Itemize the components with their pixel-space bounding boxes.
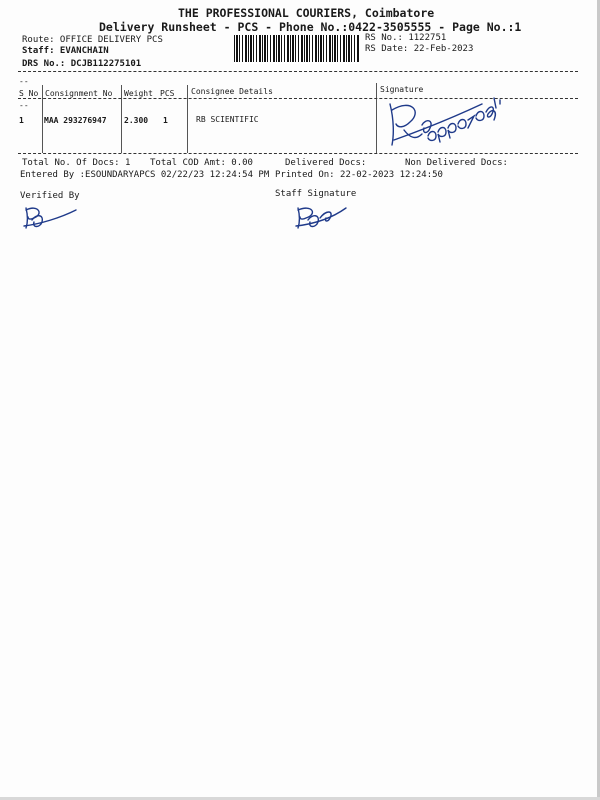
runsheet-title: Delivery Runsheet - PCS - Phone No.:0422-3505555 - Page No.:1: [99, 20, 522, 34]
col-consignee: Consignee Details: [191, 87, 273, 96]
col-sno: S No: [19, 89, 39, 98]
row-consignee: RB SCIENTIFIC: [196, 115, 259, 124]
divider-bottom: [18, 153, 578, 154]
row-sno: 1: [19, 116, 24, 125]
row-consignment: MAA 293276947: [44, 116, 107, 125]
staff-text: Staff: EVANCHAIN: [22, 46, 109, 56]
barcode-image: [234, 35, 360, 64]
drs-number: DRS No.: DCJB112275101: [22, 59, 142, 69]
company-title: THE PROFESSIONAL COURIERS, Coimbatore: [178, 6, 435, 20]
divider-top: [18, 71, 578, 72]
col-weight: Weight: [124, 89, 153, 98]
col-sep-4: [376, 83, 377, 153]
row-pcs: 1: [163, 116, 168, 125]
verifier-signature: [20, 202, 80, 232]
row-weight: 2.300: [124, 116, 149, 125]
non-delivered-docs: Non Delivered Docs:: [405, 158, 508, 168]
printed-on: Printed On: 22-02-2023 12:24:50: [275, 170, 443, 180]
rs-date: RS Date: 22-Feb-2023: [365, 44, 474, 54]
rs-number: RS No.: 1122751: [365, 33, 447, 43]
delivered-docs: Delivered Docs:: [285, 158, 367, 168]
staff-signature: [290, 200, 350, 232]
col-sep-2: [121, 85, 122, 153]
col-pcs: PCS: [160, 89, 175, 98]
verified-by-label: Verified By: [20, 191, 80, 201]
marker-dash: --: [19, 77, 29, 86]
route-text: Route: OFFICE DELIVERY PCS: [22, 35, 163, 45]
total-docs: Total No. Of Docs: 1: [22, 158, 131, 168]
col-signature: Signature: [380, 85, 424, 94]
receiver-signature: [382, 90, 522, 152]
staff-signature-label: Staff Signature: [275, 189, 357, 199]
total-cod: Total COD Amt: 0.00: [150, 158, 253, 168]
col-sep-3: [187, 85, 188, 153]
col-sep-1: [42, 85, 43, 153]
entered-by: Entered By :ESOUNDARYAPCS 02/22/23 12:24:54 PM: [20, 170, 270, 180]
marker-dash-2: --: [19, 101, 29, 110]
col-consignment: Consignment No: [45, 89, 113, 98]
